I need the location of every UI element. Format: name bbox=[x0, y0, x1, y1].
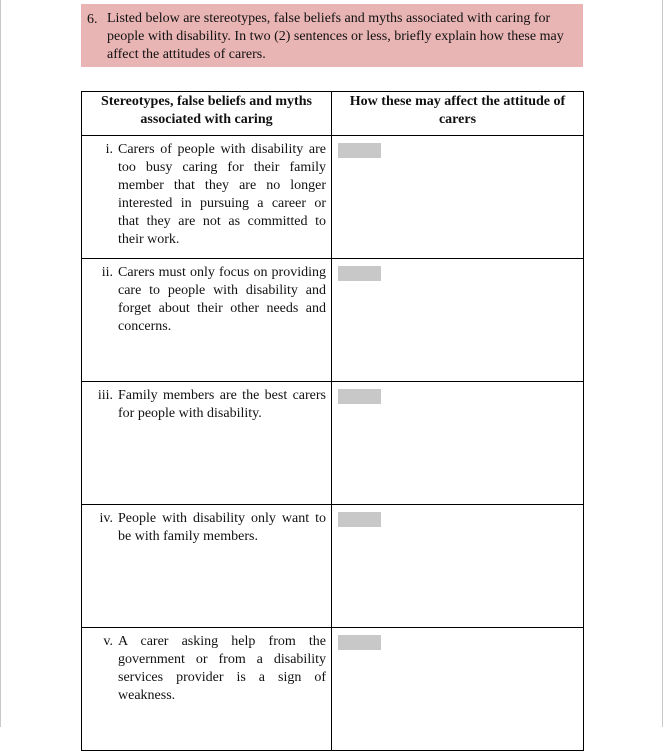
table-row bbox=[82, 628, 584, 751]
table-header-row bbox=[82, 92, 584, 136]
myth-cell bbox=[82, 628, 332, 751]
header-stereotypes: Stereotypes, false beliefs and myths associated with caring bbox=[82, 92, 332, 136]
table-row bbox=[82, 505, 584, 628]
row-numeral: iv. bbox=[99, 511, 113, 526]
row-numeral: v. bbox=[103, 634, 113, 649]
question-text: Listed below are stereotypes, false beliefs and myths associated with caring for people with disability. In two (2) sentences or less, briefly explain how these may affect the attitudes of carers. bbox=[107, 11, 564, 62]
myth-text: Carers of people with disability are too busy caring for their family member that they are no longer interested in pursuing a career or that they are not as committed to their work. bbox=[118, 142, 326, 247]
myth-text: Carers must only focus on providing care to people with disability and forget about their other needs and concerns. bbox=[118, 265, 326, 334]
answer-cell bbox=[332, 259, 584, 382]
myth-cell bbox=[82, 259, 332, 382]
myth-text: Family members are the best carers for people with disability. bbox=[118, 388, 326, 421]
myth-cell bbox=[82, 505, 332, 628]
myth-cell bbox=[82, 382, 332, 505]
myth-cell bbox=[82, 136, 332, 259]
question-box bbox=[81, 4, 583, 67]
row-numeral: iii. bbox=[97, 388, 113, 403]
myth-text: A carer asking help from the government or from a disability services provider is a sign of weakness. bbox=[118, 634, 326, 703]
answer-input[interactable] bbox=[338, 512, 381, 527]
answer-cell bbox=[332, 628, 584, 751]
answer-input[interactable] bbox=[338, 389, 381, 404]
myths-table bbox=[81, 91, 584, 751]
header-attitude: How these may affect the attitude of carers bbox=[332, 92, 584, 136]
answer-input[interactable] bbox=[338, 143, 381, 158]
answer-cell bbox=[332, 505, 584, 628]
myth-text: People with disability only want to be with family members. bbox=[118, 511, 326, 544]
table-row bbox=[82, 382, 584, 505]
row-numeral: i. bbox=[105, 142, 113, 157]
table-row bbox=[82, 136, 584, 259]
table-row bbox=[82, 259, 584, 382]
answer-cell bbox=[332, 136, 584, 259]
answer-input[interactable] bbox=[338, 635, 381, 650]
question-number: 6. bbox=[87, 12, 98, 27]
row-numeral: ii. bbox=[101, 265, 113, 280]
answer-cell bbox=[332, 382, 584, 505]
answer-input[interactable] bbox=[338, 266, 381, 281]
